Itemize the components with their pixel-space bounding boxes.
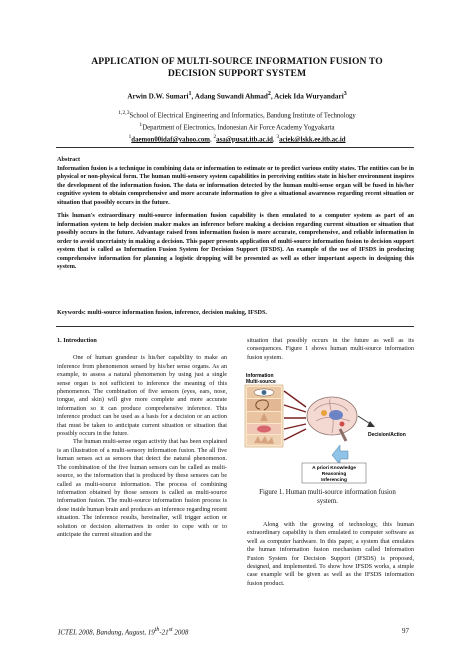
author-2: Adang Suwandi Ahmad	[194, 92, 268, 101]
abstract-block	[57, 156, 414, 277]
figure-label-apriori: A priori Knowledge	[312, 466, 356, 471]
figure-label-multisource: Multi-source	[246, 379, 276, 385]
intro-paragraph-2: The human multi-sense organ activity that has been explained is an illustration of a multi-sensory information fusion. The all five human senses act as sensors that detect the natural phenomenon. The combination of the five human sensors can be called as multi-source, so the information that is produced by these sensors can be called as multi-source information. The process of combining information obtained by those sensors is called as multi-source information fusion. The multi-source information fusion process is done inside human brain and produces an inference regarding recent situation. The inference results, hereinafter, will trigger action or solution or decision alternatives in order to cope with or to anticipate the current situation and the	[57, 438, 227, 538]
figure-label-reasoning: Reasoning	[321, 472, 347, 477]
affiliation-1	[40, 109, 434, 121]
email-link-1[interactable]: daemon00idaf@yahoo.com	[131, 136, 210, 144]
paper-title	[40, 56, 434, 80]
title-line-2: DECISION SUPPORT SYSTEM	[167, 68, 307, 79]
author-list	[40, 90, 434, 101]
right-paragraph-1: Along with the growing of technology, this human extraordinary capability is then emulated to computer software as well as computer hardware. In this paper, a system that emulates the human information fusion mechanism called Information Fusion System for Decision Support (IFSDS) is proposed, designed, and implemented. To show how IFSDS works, a simple case example will be given as well as the IFSDS information fusion product.	[247, 521, 414, 587]
abstract-paragraph-1: Information fusion is a technique in combining data or information to estimate or to predict various entity states. The entities can be in physical or non-physical form. The human multi-sensory system capabilities in perceiving entities state in his/her environment inspires the development of the information fusion. The data or information detected by the human multi-sense organ will be fused in his/her cognitive system to obtain comprehensive and more accurate information to give a situational awareness regarding recent situation or situation that possibly occurs in the future.	[57, 164, 414, 206]
tongue-icon	[247, 424, 281, 434]
nose-icon	[247, 412, 281, 423]
author-sep: ,	[270, 92, 275, 101]
author-1: Arwin D.W. Sumari	[127, 92, 189, 101]
title-line-1: APPLICATION OF MULTI-SOURCE INFORMATION FUSION TO	[91, 56, 383, 67]
author-2-sup: 2	[267, 91, 271, 97]
figure-label-inferencing: Inferencing	[321, 478, 347, 483]
section-heading-introduction: 1. Introduction	[57, 337, 97, 344]
affiliation-1-text: School of Electrical Engineering and Informatics, Bandung Institute of Technology	[129, 112, 356, 120]
caption-line-1: Figure 1. Human multi-source information fusion	[259, 489, 396, 496]
right-column-bottom	[247, 521, 414, 588]
email-sep: ,	[272, 136, 277, 144]
author-3: Aciek Ida Wuryandari	[274, 92, 344, 101]
footer-conf-a: ICTEL 2008, Bandung, August, 19	[58, 628, 155, 637]
caption-line-2: system.	[317, 497, 338, 505]
email-link-2[interactable]: asa@pusat.itb.ac.id	[216, 136, 273, 144]
email-sep: ,	[209, 136, 214, 144]
author-1-sup: 1	[188, 91, 192, 97]
footer-sup-th: th	[154, 627, 160, 633]
top-divider	[56, 147, 414, 148]
affiliation-2-text: Department of Electronics, Indonesian Air Force Academy Yogyakarta	[142, 124, 335, 132]
email-1-sup: 1	[128, 133, 132, 140]
page-number: 97	[402, 627, 409, 635]
affiliation-2	[40, 121, 434, 133]
author-sep: ,	[191, 92, 195, 101]
abstract-paragraph-2: This human's extraordinary multi-source information fusion capability is then emulated to a computer system as part of an information system to help decision maker makes an inference before making a decision regarding current situation or situation that possibly occurs in the future. Advantage raised from information fusion is more accurate, comprehensive, and reliable information in order to avoid uncertainty in making a decision. This paper presents application of multi-source information fusion to decision support system that is called as Information Fusion System for Decision Support (IFSDS). An example of the use of IFSDS in producing comprehensive information for planning a logistic dropping will be presented as well as other important aspects in designing this system.	[57, 212, 414, 270]
intro-paragraph-1: One of human grandeur is his/her capability to make an inference from phenomenon sensed by his/her sense organs. As an example, to assess a natural phenomenon by using just a single sense organ is not sufficient to inference the meaning of this phenomenon. The combination of five sensors (eyes, ears, nose, tongue, and skin) will give more complete and more accurate information so it can produce comprehensive inference. This inference product can be used as a basis for a decision or an action that must be taken to anticipate current situation or situation that possibly occurs in the future.	[57, 354, 227, 438]
affiliation-1-sup: 1,2,3	[118, 110, 130, 116]
figure-1-diagram	[244, 369, 411, 485]
email-list	[40, 133, 434, 145]
keywords: Keywords: multi-source information fusion, inference, decision making, IFSDS.	[57, 309, 267, 316]
right-column-top	[247, 337, 414, 362]
footer-sup-st: st	[168, 627, 173, 633]
eye-icon	[247, 387, 281, 398]
bottom-divider	[56, 326, 414, 327]
right-paragraph-0: situation that possibly occurs in the future as well as its consequences. Figure 1 shows human multi-source information fusion system.	[247, 337, 414, 361]
figure-1-caption	[242, 489, 413, 507]
footer-conf-b: -21	[159, 628, 169, 637]
author-3-sup: 3	[343, 91, 347, 97]
left-column	[57, 337, 227, 539]
email-2-sup: 2	[213, 133, 217, 140]
figure-label-information: Information	[246, 373, 274, 379]
abstract-heading: Abstract	[57, 156, 81, 163]
email-link-3[interactable]: aciek@lskk.ee.itb.ac.id	[279, 136, 346, 144]
footer-conference	[58, 627, 188, 636]
footer-conf-c: 2008	[172, 628, 189, 637]
ear-icon	[247, 399, 281, 411]
email-3-sup: 3	[276, 133, 280, 140]
skin-hand-icon	[247, 435, 281, 445]
figure-label-decision: Decision/Action	[368, 432, 406, 438]
affiliation-2-sup: 1	[139, 121, 143, 128]
affiliations	[40, 109, 434, 145]
